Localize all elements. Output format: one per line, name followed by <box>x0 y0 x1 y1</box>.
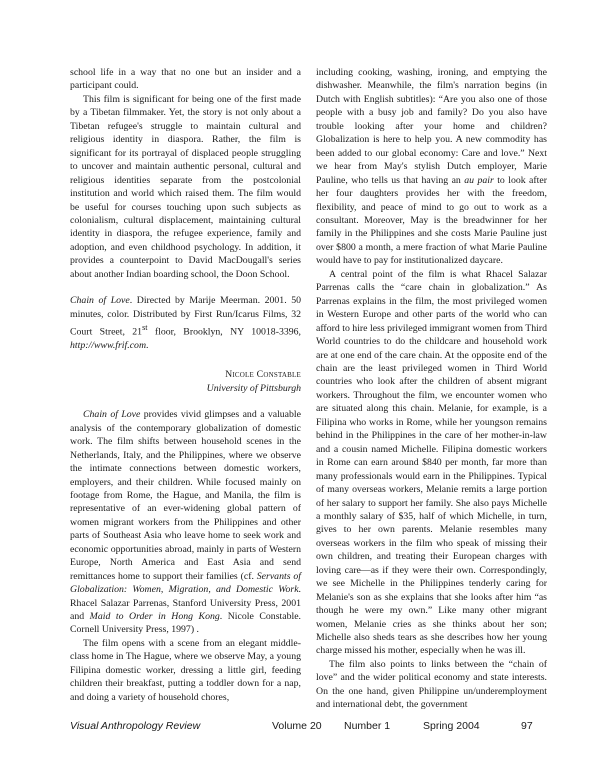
reviewer-affiliation: University of Pittsburgh <box>206 382 301 394</box>
paragraph-text: . Rhacel Salazar Parrenas, Stanford University Press, 2001 and <box>70 584 301 623</box>
paragraph-text: provides vivid glimpses and a valuable analysis of the contemporary globalization of domestic work. The film shifts between household scenes in the Netherlands, Italy, and the Philippines, where we observe the intimate connections between domestic workers, employers, and their children. While focused mainly on footage from Rome, the Hague, and Manila, the film is representative of an ever-widening global pattern of women migrant workers from the Philippines and other parts of Southeast Asia who leave home to seek work and economic opportunities abroad, mainly in parts of Western Europe, North America and East Asia and send remittances home to support their families (cf. <box>70 409 302 582</box>
film-title: Chain of Love <box>83 409 141 421</box>
issue-season: Spring 2004 <box>423 720 480 732</box>
reference-text: . Directed by Marije Meerman. 2001. 50 minutes, color. Distributed by First Run/Icarus Films, 32 Court Street, 21 <box>70 295 301 338</box>
paragraph: The film also points to links between the “chain of love” and the wider political economy and state interests. On the one hand, given Philippine un/underemployment and international debt, the government <box>316 658 547 711</box>
book-title: Servants of Globalization: Women, Migration, and Domestic Work <box>70 570 301 596</box>
paragraph: The film opens with a scene from an elegant middle-class home in The Hague, where we observe May, a young Filipina domestic worker, dressing a little girl, feeding children their breakfast, putting a toddler down for a nap, and doing a variety of household chores, <box>70 637 301 703</box>
paragraph-text: . Nicole Constable. Cornell University Press, 1997) . <box>70 611 301 636</box>
book-title: Maid to Order in Hong Kong <box>89 611 220 623</box>
issue-number: Number 1 <box>344 720 391 732</box>
page-number: 97 <box>521 720 533 732</box>
paragraph-text: to look after her four daughters provides her with the freedom, flexibility, and peace of mind to go out to work as a consultant. Moreover, May is the breadwinner for her family in the Philippines and she costs Marie Pauline just over $800 a month, a mere fraction of what Marie Pauline would have to pay for institutionalized daycare. <box>316 174 547 267</box>
volume-label: Volume 20 <box>272 720 322 732</box>
paragraph <box>70 408 301 637</box>
paragraph: This film is significant for being one of the first made by a Tibetan filmmaker. Yet, the story is not only about a Tibetan refugee's struggle to maintain cultural and religious identity in diaspora. Rather, the film is significant for its portrayal of displaced people struggling to uncover and maintain authentic personal, cultural and religious identities separate from the postcolonial institution and world which raised them. The film would be useful for courses touching upon such subjects as colonialism, cultural displacement, maintaining cultural identity in diaspora, the refugee experience, family and adoption, and even childhood psychology. In addition, it provides a counterpoint to David MacDougall's series about another Indian boarding school, the Doon School. <box>70 93 301 280</box>
reference-text: . <box>146 339 149 351</box>
film-reference <box>70 294 301 352</box>
reference-text: floor, Brooklyn, NY 10018-3396, <box>147 326 301 338</box>
paragraph: A central point of the film is what Rhacel Salazar Parrenas calls the “care chain in globalization.” As Parrenas explains in the film, the most privileged women in Western Europe and other parts of the world who can afford to hire less privileged immigrant women from Third World countries to do the childcare and household work are at one end of the care chain. At the opposite end of the chain are the least privileged women in Third World countries who look after the children of absent migrant workers. Throughout the film, we encounter women who are situated along this chain. Melanie, for example, is a Filipina who works in Rome, while her youngson remains behind in the Philippines in the care of her mother-in-law and a cousin named Michelle. Filipina domestic workers in Rome can earn around $840 per month, far more than many professionals would earn in the Philippines. Typical of many overseas workers, Melanie remits a large portion of her salary to support her family. She also pays Michelle a monthly salary of $35, half of which Michelle, in turn, gives to her own parents. Melanie resembles many overseas workers in the film who speak of missing their own children, and treating their European charges with loving care—as if they were their own. Correspondingly, we see Michelle in the Philippines tenderly caring for Melanie's son as she explains that she looks after him “as though he were my own.” Like many other migrant women, Melanie cries as she thinks about her son; Michelle also sheds tears as she describes how her young charge missed his mother, especially when he was ill. <box>316 268 547 657</box>
reviewer-name: Nicole Constable <box>225 369 301 381</box>
paragraph <box>316 66 547 268</box>
reference-superscript: st <box>142 323 148 333</box>
journal-name: Visual Anthropology Review <box>70 720 201 732</box>
left-column <box>70 66 301 704</box>
right-column <box>316 66 547 712</box>
distributor-url: http://www.frif.com <box>70 339 147 351</box>
page-footer <box>70 720 540 734</box>
paragraph: school life in a way that no one but an insider and a participant could. <box>70 67 301 92</box>
reviewer-signature <box>70 368 301 395</box>
film-title: Chain of Love <box>70 295 130 307</box>
paragraph-text: including cooking, washing, ironing, and emptying the dishwasher. Meanwhile, the film's narration begins (in Dutch with English subtitles): “Are you also one of those people with a busy job and family? Do you also have trouble looking after your home and children? Globalization is here to help you. A new commodity has been added to our global economy: Care and love.” Next we hear from May's stylish Dutch employer, Marie Pauline, who tells us that having an <box>316 67 547 186</box>
term-au-pair: au pair <box>464 174 494 186</box>
